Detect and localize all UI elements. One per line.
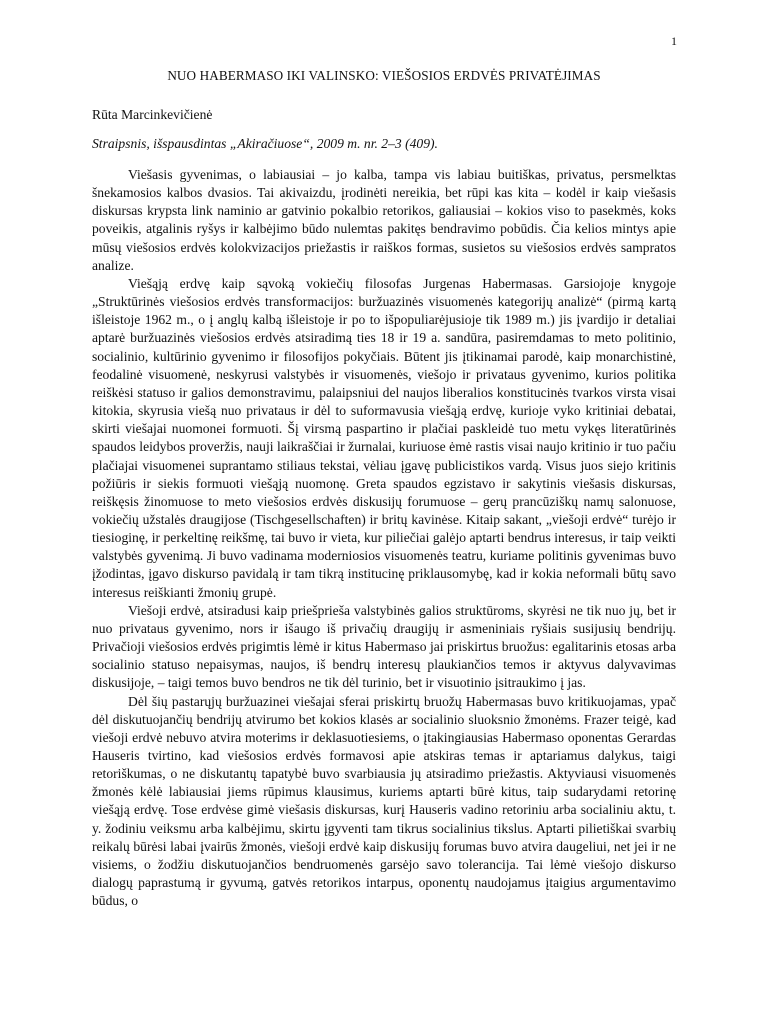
body-paragraph: Viešoji erdvė, atsiradusi kaip priešprieša valstybinės galios struktūroms, skyrėsi ne tik nuo jų, bet ir nuo privataus gyvenimo, nors ir išaugo iš privačių draugijų ir asmeniniais ryšiais susijusių bendrijų. Privačioji viešosios erdvės prigimtis lėmė ir kitus Habermaso jai priskirtus bruožus: egalitarinis etosas arba socialinio statuso nepaisymas, naujos, iš bendrų interesų plaukiančios temos ir aktyvus dalyvavimas diskusijoje, – taigi temos buvo bendros ne tik dėl turinio, bet ir visuotinio įsitraukimo į jas. bbox=[92, 602, 676, 691]
article-title: NUO HABERMASO IKI VALINSKO: VIEŠOSIOS ERDVĖS PRIVATĖJIMAS bbox=[167, 68, 601, 83]
body-paragraph: Viešasis gyvenimas, o labiausiai – jo kalba, tampa vis labiau buitiškas, privatus, persmelktas šnekamosios kalbos dvasios. Tai akivaizdu, įrodinėti nereikia, bet rūpi kas kita – kodėl ir kaip viešasis diskursas krypsta link naminio ar gatvinio pokalbio retorikos, galiausiai – kokios viso to pasekmės, koks poveikis, atgalinis ryšys ir kalbėjimo būdo nulemtas pakitęs bendravimo pobūdis. Čia kelios mintys apie mūsų viešosios erdvės kolokvizacijos priežastis ir raiškos formas, susietos su viešosios erdvės sampratos analize. bbox=[92, 167, 676, 273]
article-author: Rūta Marcinkevičienė bbox=[92, 107, 213, 122]
article-body bbox=[92, 166, 676, 910]
page-number: 1 bbox=[671, 34, 677, 48]
body-paragraph: Dėl šių pastarųjų buržuazinei viešajai sferai priskirtų bruožų Habermasas buvo kritikuojamas, ypač dėl diskutuojančių bendrijų atvirumo bet kokios klasės ar socialinio sluoksnio žmonėms. Frazer teigė, kad viešoji erdvė nebuvo atvira moterims ir deklasuotiesiems, o įtakingiausias Habermaso oponentas Gerardas Hauseris tvirtino, kad viešosios erdvės formavosi apie atskiras temas ir aptariamus dalykus, taigi retoriškumas, o ne diskutantų tapatybė buvo svarbiausia jų atsiradimo priežastis. Aktyviausi visuomenės žmonės kėlė labiausiai jiems rūpimus klausimus, kuriems aptarti būrė kitus, taip sudarydami retorinę viešąją erdvę. Tose erdvėse gimė viešasis diskursas, kurį Hauseris vadino retoriniu arba socialiniu aktu, t. y. žodiniu veiksmu arba kalbėjimu, skirtu įgyventi tam tikrus socialinius tikslus. Aptarti pilietiškai svarbių reikalų būrėsi labai įvairūs žmonės, viešoji erdvė kaip diskusijų forumas buvo atvira daugeliui, net jei ir ne visiems, o žodžiu diskutuojančios bendruomenės garsėjo savo tolerancija. Tai lėmė viešojo diskurso dialogų paprastumą ir gyvumą, gatvės retorikos intarpus, oponentų naudojamus įtaigius argumentavimo būdus, o bbox=[92, 693, 676, 909]
article-source: Straipsnis, išspausdintas „Akiračiuose“, 2009 m. nr. 2–3 (409). bbox=[92, 136, 438, 151]
body-paragraph: Viešąją erdvę kaip sąvoką vokiečių filosofas Jurgenas Habermasas. Garsiojoje knygoje „Struktūrinės viešosios erdvės transformacijos: buržuazinės visuomenės kategorijų analizė“ (pirmą kartą išleistoje 1962 m., o į anglų kalbą išleistoje ir po to išpopuliarėjusioje tik 1989 m.) jis įvardijo ir detaliai aptarė buržuazinės viešosios erdvės atsiradimą ties 18 ir 19 a. sandūra, pasiremdamas to meto politinio, socialinio, kultūrinio gyvenimo ir filosofijos pokyčiais. Būtent jis įtikinamai parodė, kaip monarchistinė, feodalinė visuomenė, neskyrusi valstybės ir visuomenės, viešojo ir privataus gyvenimo, kurios politika reiškėsi statuso ir galios demonstravimu, palaipsniui del naujos liberalios konstitucinės tvarkos virsta visai kitokia, skyrusia viešą nuo privataus ir dėl to suformavusia viešąją erdvę, kurioje vyko kritiniai debatai, skirti viešajai nuomonei formuoti. Šį virsmą paspartino ir plačiai paskleidė tuo metu vykęs literatūrinės spaudos leidybos proveržis, nauji laikraščiai ir žurnalai, kuriuose ėmė rastis visai naujo kritinio ir tuo pačiu plačiajai visuomenei suprantamo stiliaus tekstai, vėliau įgavę publicistikos vardą. Visus juos siejo kritinis požiūris ir siekis formuoti viešąją nuomonę. Greta spaudos egzistavo ir sakytinis viešasis diskursas, reiškęsis žinomuose to meto viešosios erdvės diskusijų forumuose – gerų prancūziškų namų salonuose, vokiečių užstalės draugijose (Tischgesellschaften) ir britų kavinėse. Kitaip sakant, „viešoji erdvė“ turėjo ir tiesioginę, ir perkeltinę reikšmę, tai buvo ir vieta, kur piliečiai galėjo aptarti bendrus interesus, ir taip veikti valstybės gyvenimą. Ji buvo vadinama moderniosios visuomenės teatru, kuriame politinis gyvenimas buvo įžodintas, įgavo diskurso pavidalą ir tam tikrą institucinę priklausomybę, kad ir kokia neformali būtų savo interesus reiškianti žmonių grupė. bbox=[92, 275, 676, 600]
